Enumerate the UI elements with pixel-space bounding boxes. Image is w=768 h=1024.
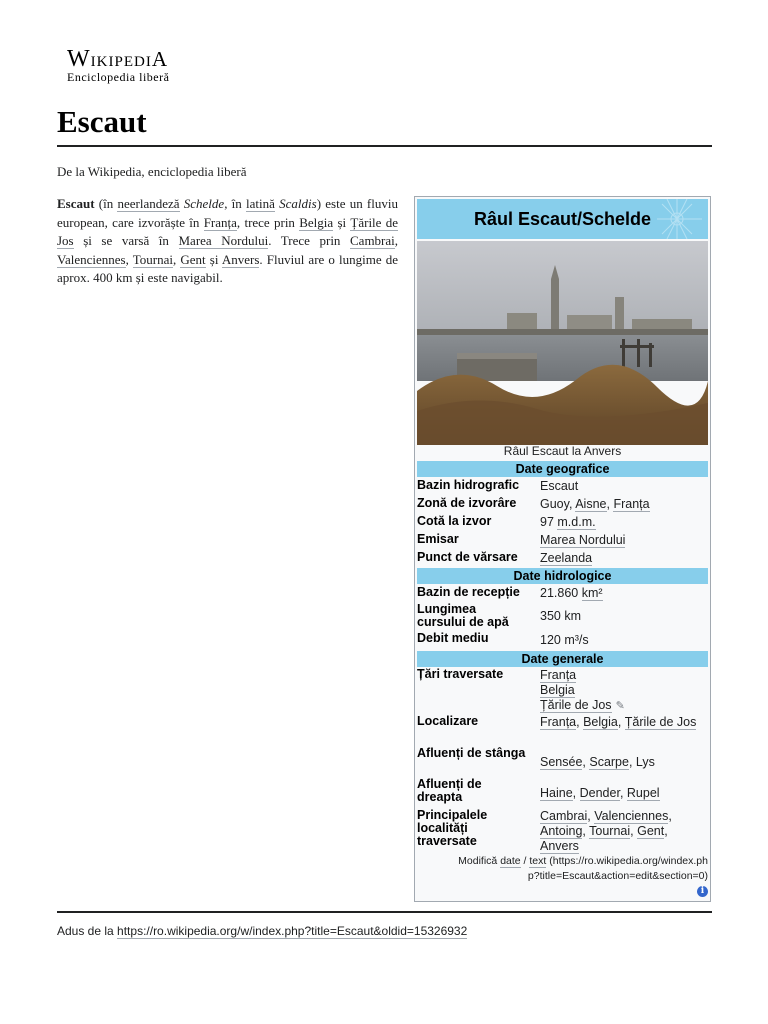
label-localizare: Localizare <box>417 714 479 728</box>
value-lungimea-cursului: 350 km <box>540 609 581 623</box>
intro-text: , <box>125 251 133 267</box>
value-cota-la-izvor <box>540 515 708 530</box>
value-afluenti-dreapta <box>540 786 708 801</box>
value-text: , <box>572 786 580 800</box>
value-punct-de-varsare <box>540 551 708 566</box>
link-cambrai-ib[interactable]: Cambrai <box>540 809 588 823</box>
link-franta-tari[interactable]: Franța <box>540 668 577 682</box>
link-franta-loc[interactable]: Franța <box>540 715 577 729</box>
intro-term: Escaut <box>57 196 95 211</box>
link-antoing[interactable]: Antoing <box>540 824 583 838</box>
value-text: , <box>668 809 672 823</box>
link-km2[interactable]: km² <box>581 586 603 600</box>
page-title: Escaut <box>57 104 147 139</box>
logo-wordmark: WikipediA <box>67 46 168 72</box>
link-tournai-ib[interactable]: Tournai <box>589 824 631 838</box>
edit-note-url: (https://ro.wikipedia.org/windex.ph <box>546 855 708 867</box>
edit-text-link[interactable]: text <box>529 855 547 867</box>
intro-text: și <box>333 214 351 230</box>
value-text: , <box>664 824 668 838</box>
value-afluenti-stanga <box>540 755 708 770</box>
intro-paragraph <box>57 195 398 288</box>
value-bazin-de-receptie <box>540 586 708 601</box>
link-belgia[interactable]: Belgia <box>299 214 334 230</box>
link-mdm[interactable]: m.d.m. <box>557 515 596 529</box>
intro-text: , trece prin <box>236 214 300 230</box>
info-icon[interactable]: i <box>697 886 708 897</box>
edit-note-text: / <box>520 855 530 867</box>
edit-pencil-icon[interactable]: ✎ <box>615 700 625 712</box>
link-gent-ib[interactable]: Gent <box>637 824 665 838</box>
link-franta[interactable]: Franța <box>203 214 237 230</box>
infobox-header <box>417 199 708 239</box>
photo-caption: Râul Escaut la Anvers <box>503 444 622 458</box>
label-afluenti-dreapta: Afluenți de dreapta <box>417 777 482 804</box>
label-emisar: Emisar <box>417 532 459 546</box>
value-line <box>540 698 708 714</box>
value-debit-mediu: 120 m³/s <box>540 633 589 647</box>
retrieved-from <box>57 924 467 938</box>
title-divider <box>57 145 712 147</box>
infobox-edit-note <box>419 854 708 884</box>
value-emisar <box>540 533 708 548</box>
value-text: 97 <box>540 515 558 529</box>
link-valenciennes[interactable]: Valenciennes <box>57 251 126 267</box>
value-text: Guoy, <box>540 497 576 511</box>
label-zona-de-izvorare: Zonă de izvorâre <box>417 496 517 510</box>
intro-scaldis: Scaldis <box>279 196 317 211</box>
link-tarile-de-jos[interactable]: Țările de Jos <box>57 214 398 248</box>
intro-text: . Trece prin <box>268 233 350 248</box>
link-scarpe[interactable]: Scarpe <box>589 755 629 769</box>
link-cambrai[interactable]: Cambrai <box>350 233 395 248</box>
value-principalele-localitati <box>540 809 708 854</box>
value-bazin-hidrografic: Escaut <box>540 479 579 493</box>
link-belgia-tari[interactable]: Belgia <box>540 683 575 697</box>
value-line <box>540 839 708 854</box>
intro-text: și <box>205 251 222 267</box>
link-aisne[interactable]: Aisne <box>575 497 607 511</box>
infobox <box>414 196 711 902</box>
value-text: , <box>576 715 584 729</box>
footer-divider <box>57 911 712 913</box>
label-debit-mediu: Debit mediu <box>417 631 489 645</box>
wikipedia-logo[interactable] <box>67 48 169 84</box>
value-localizare <box>540 715 708 730</box>
label-tari-traversate: Țări traversate <box>417 667 504 681</box>
link-latina[interactable]: latină <box>246 196 275 211</box>
logo-tagline: Enciclopedia liberă <box>67 70 170 84</box>
link-franta-izvor[interactable]: Franța <box>613 497 650 511</box>
link-dender[interactable]: Dender <box>579 786 620 800</box>
intro-text: și se varsă în <box>73 233 179 248</box>
intro-text: ) este un fluviu european, care izvorăște în <box>57 196 398 230</box>
label-cota-la-izvor: Cotă la izvor <box>417 514 492 528</box>
label-punct-de-varsare: Punct de vărsare <box>417 550 518 564</box>
label-bazin-hidrografic: Bazin hidrografic <box>417 478 520 492</box>
intro-text: , în <box>224 196 247 211</box>
link-neerlandeza[interactable]: neerlandeză <box>117 196 180 211</box>
value-text: , <box>587 809 595 823</box>
value-text: 21.860 <box>540 586 582 600</box>
retrieved-from-link[interactable]: https://ro.wikipedia.org/w/index.php?title=Escaut&oldid=15326932 <box>117 924 468 938</box>
retrieved-from-label: Adus de la <box>57 924 118 938</box>
intro-text: , <box>394 233 399 248</box>
intro-text: , <box>172 251 181 267</box>
value-line <box>540 683 708 698</box>
link-valenciennes-ib[interactable]: Valenciennes <box>594 809 669 823</box>
link-marea-nordului[interactable]: Marea Nordului <box>178 233 269 248</box>
intro-text: . Fluviul are o lungime de aprox. 400 km și este navigabil. <box>57 251 399 285</box>
river-photo[interactable] <box>417 241 708 445</box>
section-date-generale: Date generale <box>417 651 708 667</box>
value-tari-traversate <box>540 668 708 714</box>
edit-date-link[interactable]: date <box>500 855 521 867</box>
link-haine[interactable]: Haine <box>540 786 573 800</box>
value-text: , <box>582 755 590 769</box>
label-lungimea-cursului: Lungimea cursului de apă <box>417 602 509 629</box>
link-marea-nordului-emisar[interactable]: Marea Nordului <box>540 533 626 547</box>
link-rupel[interactable]: Rupel <box>626 786 660 800</box>
value-line <box>540 668 708 683</box>
label-principalele-localitati: Principalele localități traversate <box>417 808 488 848</box>
section-date-geografice: Date geografice <box>417 461 708 477</box>
value-text: , <box>606 497 614 511</box>
value-line <box>540 824 708 839</box>
link-belgia-loc[interactable]: Belgia <box>583 715 618 729</box>
link-gent[interactable]: Gent <box>180 251 206 267</box>
value-text: , <box>630 824 638 838</box>
edit-note-text: Modifică <box>458 855 501 867</box>
intro-schelde: Schelde <box>183 196 225 211</box>
link-anvers[interactable]: Anvers <box>221 251 260 267</box>
link-anvers-ib[interactable]: Anvers <box>540 839 579 853</box>
section-date-hidrologice: Date hidrologice <box>417 568 708 584</box>
link-sensee[interactable]: Sensée <box>540 755 583 769</box>
value-text: , <box>582 824 590 838</box>
infobox-title: Râul Escaut/Schelde <box>473 209 652 229</box>
value-text: , Lys <box>628 755 655 769</box>
link-zeelanda[interactable]: Zeelanda <box>540 551 593 565</box>
logo-wordmark-rest: ikipedi <box>90 47 152 71</box>
site-tagline: De la Wikipedia, enciclopedia liberă <box>57 164 247 179</box>
value-text: , <box>619 786 627 800</box>
value-line <box>540 809 708 824</box>
link-tarile-de-jos-loc[interactable]: Țările de Jos <box>624 715 697 729</box>
label-bazin-de-receptie: Bazin de recepție <box>417 585 520 599</box>
value-text: , <box>617 715 625 729</box>
value-zona-de-izvorare <box>540 497 708 512</box>
link-tournai[interactable]: Tournai <box>132 251 173 267</box>
link-tarile-de-jos-tari[interactable]: Țările de Jos <box>540 698 612 712</box>
edit-note-url-cont: p?title=Escaut&action=edit&section=0) <box>527 870 708 882</box>
intro-text: (în <box>94 196 118 211</box>
label-afluenti-stanga: Afluenți de stânga <box>417 746 526 760</box>
